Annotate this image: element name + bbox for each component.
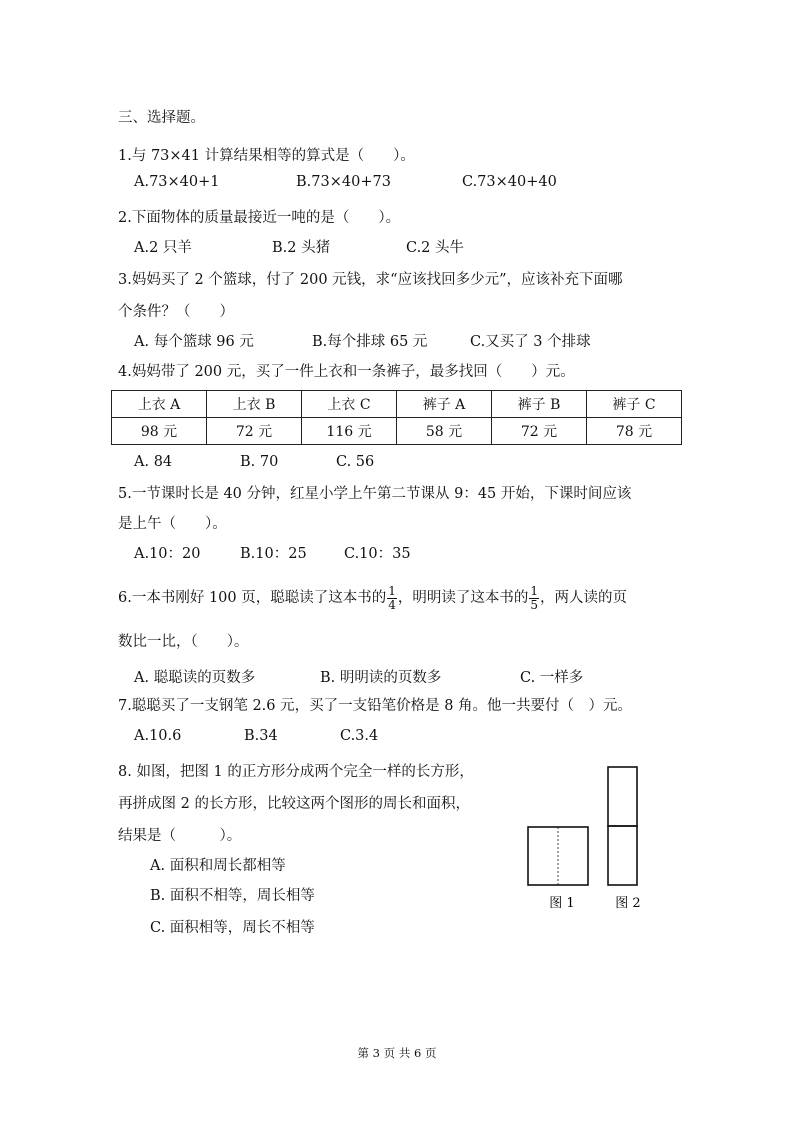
section-title: 三、选择题。 xyxy=(118,110,205,126)
table-header-cell: 上衣 B xyxy=(207,391,302,418)
q3-option-a: A. 每个篮球 96 元 xyxy=(134,334,254,350)
table-header-cell: 裤子 C xyxy=(587,391,682,418)
q6-option-c: C. 一样多 xyxy=(520,670,584,686)
q6-part2: ，明明读了这本书的 xyxy=(397,590,529,606)
figure-1-label: 图 1 xyxy=(549,896,575,911)
q5-option-c: C.10：35 xyxy=(344,546,411,562)
q1-option-a: A.73×40+1 xyxy=(134,174,220,190)
q6-option-b: B. 明明读的页数多 xyxy=(320,670,442,686)
q4-option-a: A. 84 xyxy=(134,454,173,470)
fraction-numerator: 1 xyxy=(388,583,396,598)
figure-2-label: 图 2 xyxy=(615,896,641,911)
table-header-cell: 裤子 B xyxy=(492,391,587,418)
q5-option-a: A.10：20 xyxy=(134,546,201,562)
q8-option-c: C. 面积相等，周长不相等 xyxy=(150,920,315,936)
q6-stem-line2: 数比一比，（ ）。 xyxy=(118,634,249,650)
q7-stem: 7.聪聪买了一支钢笔 2.6 元，买了一支铅笔价格是 8 角。他一共要付（ ）元。 xyxy=(118,698,633,714)
q6-stem-line1 xyxy=(118,584,627,612)
q7-option-b: B.34 xyxy=(244,728,278,744)
q6-option-a: A. 聪聪读的页数多 xyxy=(134,670,256,686)
table-cell: 116 元 xyxy=(302,418,397,445)
q5-stem-line1: 5.一节课时长是 40 分钟，红星小学上午第二节课从 9：45 开始，下课时间应该 xyxy=(118,486,632,502)
fraction-denominator: 5 xyxy=(530,597,539,612)
fraction-numerator: 1 xyxy=(530,583,539,598)
figure-2-bottom-rectangle xyxy=(608,826,637,885)
q8-stem-line1: 8. 如图，把图 1 的正方形分成两个完全一样的长方形， xyxy=(118,764,474,780)
table-cell: 72 元 xyxy=(492,418,587,445)
q8-option-a: A. 面积和周长都相等 xyxy=(150,858,286,874)
q5-option-b: B.10：25 xyxy=(240,546,307,562)
q6-part1: 6.一本书刚好 100 页，聪聪读了这本书的 xyxy=(118,590,387,606)
q2-option-b: B.2 头猪 xyxy=(272,240,331,256)
q3-option-c: C.又买了 3 个排球 xyxy=(470,334,591,350)
q2-stem: 2.下面物体的质量最接近一吨的是（ ）。 xyxy=(118,210,401,226)
q8-stem-line2: 再拼成图 2 的长方形，比较这两个图形的周长和面积， xyxy=(118,796,470,812)
q8-stem-line3: 结果是（ ）。 xyxy=(118,828,242,844)
table-header-cell: 上衣 C xyxy=(302,391,397,418)
table-cell: 78 元 xyxy=(587,418,682,445)
q4-option-c: C. 56 xyxy=(336,454,375,470)
fraction-denominator: 4 xyxy=(388,597,396,612)
q1-stem: 1.与 73×41 计算结果相等的算式是（ ）。 xyxy=(118,148,415,164)
q7-option-c: C.3.4 xyxy=(340,728,379,744)
q3-option-b: B.每个排球 65 元 xyxy=(312,334,428,350)
fraction-one-quarter xyxy=(387,585,397,612)
q4-option-b: B. 70 xyxy=(240,454,279,470)
table-header-cell: 上衣 A xyxy=(112,391,207,418)
table-cell: 98 元 xyxy=(112,418,207,445)
q8-option-b: B. 面积不相等，周长相等 xyxy=(150,888,315,904)
q1-option-b: B.73×40+73 xyxy=(296,174,391,190)
figure-2-top-rectangle xyxy=(608,767,637,826)
q6-part3: ，两人读的页 xyxy=(540,590,628,606)
q1-option-c: C.73×40+40 xyxy=(462,174,557,190)
page-footer: 第 3 页 共 6 页 xyxy=(357,1046,437,1060)
table-row xyxy=(112,418,682,445)
table-header-cell: 裤子 A xyxy=(397,391,492,418)
q5-stem-line2: 是上午（ ）。 xyxy=(118,516,227,532)
table-cell: 58 元 xyxy=(397,418,492,445)
q2-option-c: C.2 头牛 xyxy=(406,240,465,256)
fraction-one-fifth xyxy=(529,585,539,612)
q3-stem-line2: 个条件？（ ） xyxy=(118,304,234,320)
q8-figures xyxy=(520,760,680,920)
table-row xyxy=(112,391,682,418)
price-table xyxy=(111,390,682,445)
q4-stem: 4.妈妈带了 200 元，买了一件上衣和一条裤子，最多找回（ ）元。 xyxy=(118,364,575,380)
q3-stem-line1: 3.妈妈买了 2 个篮球，付了 200 元钱，求“应该找回多少元”，应该补充下面哪 xyxy=(118,272,623,288)
q7-option-a: A.10.6 xyxy=(134,728,182,744)
q2-option-a: A.2 只羊 xyxy=(134,240,192,256)
table-cell: 72 元 xyxy=(207,418,302,445)
